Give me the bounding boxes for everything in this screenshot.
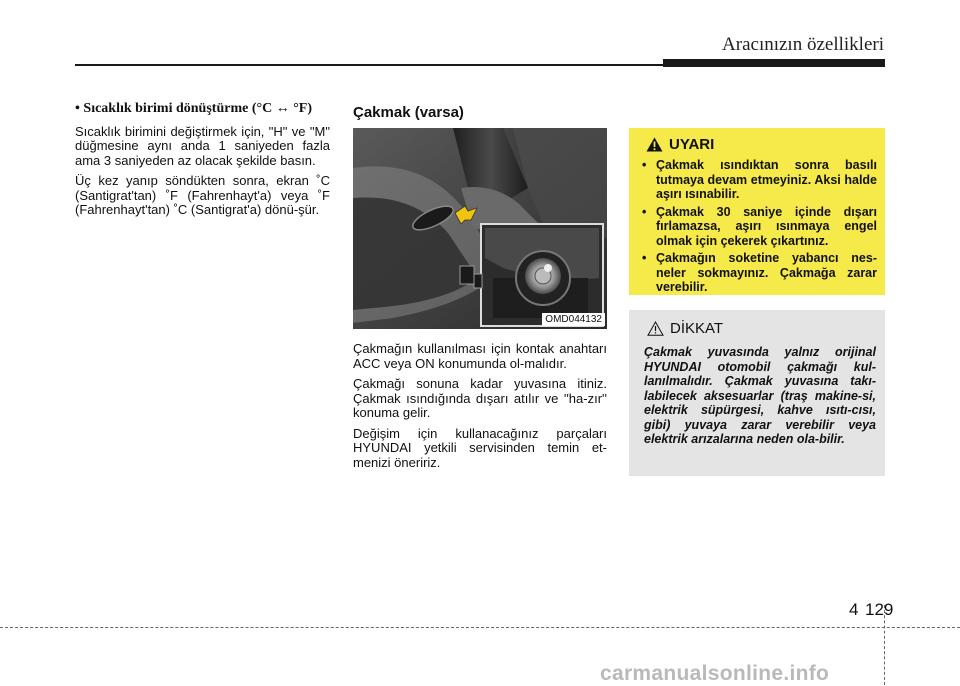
header-rule-accent — [663, 59, 885, 67]
warning-item: • Çakmak ısındıktan sonra basılı tutmaya devam etmeyiniz. Aksi halde aşırı ısınabilir. — [638, 158, 877, 202]
caution-triangle-icon — [647, 321, 664, 336]
caution-title: DİKKAT — [670, 320, 724, 337]
lighter-illustration — [353, 128, 607, 329]
temperature-unit-heading: • Sıcaklık birimi dönüştürme (°C ↔ °F) — [75, 101, 313, 116]
left-column — [75, 102, 330, 224]
page-number: 129 — [865, 600, 894, 619]
chapter-number: 4 — [849, 600, 859, 619]
warning-title: UYARI — [669, 136, 715, 153]
cigarette-lighter-figure — [353, 128, 607, 329]
warning-box — [629, 128, 885, 295]
caution-body: Çakmak yuvasında yalnız orijinal HYUNDAI otomobil çakmağı kul-lanılmalıdır. Çakmak yuvasına takı-labilecek aksesuarlar (traş makine-si, elektrik süpürgesi, kahve ısıtı-cısı, gibi) yuvaya zarar verebilir veya elektrik arızalarına neden ola-bilir. — [644, 345, 876, 446]
paragraph: Üç kez yanıp söndükten sonra, ekran ˚C (Santigrat'tan) ˚F (Fahrenhayt'a) veya ˚F (Fahrenhayt'tan) ˚C (Santigrat'a) dönü-şür. — [75, 173, 330, 217]
warning-header — [646, 136, 877, 153]
paragraph: Çakmağın kullanılması için kontak anahtarı ACC veya ON konumunda ol-malıdır. — [353, 341, 607, 371]
warning-item: • Çakmağın soketine yabancı nes-neler sokmayınız. Çakmağa zarar verebilir. — [638, 251, 877, 295]
caution-box — [629, 310, 885, 476]
paragraph: Sıcaklık birimini değiştirmek için, "H" ve "M" düğmesine aynı anda 1 saniyeden fazla ama 3 saniyeden az olacak şekilde basın. — [75, 123, 330, 168]
warning-item: • Çakmak 30 saniye içinde dışarı fırlamazsa, aşırı ısınmaya engel olmak için çekerek çıkartınız. — [638, 205, 877, 249]
footer-rule — [0, 627, 960, 628]
caution-header — [647, 320, 876, 337]
paragraph: Değişim için kullanacağınız parçaları HYUNDAI yetkili servisinden temin et-menizi öneririz. — [353, 425, 607, 470]
middle-column — [353, 342, 607, 476]
warning-list — [638, 158, 877, 295]
header-rule — [75, 64, 665, 66]
watermark: carmanualsonline.info — [600, 662, 830, 685]
section-title: Çakmak (varsa) — [353, 104, 464, 121]
warning-triangle-icon — [646, 137, 663, 152]
paragraph: Çakmağı sonuna kadar yuvasına itiniz. Çakmak ısındığında dışarı atılır ve ''ha-zır'' konuma gelir. — [353, 376, 607, 420]
header-title: Aracınızın özellikleri — [722, 34, 884, 55]
figure-code: OMD044132 — [542, 313, 605, 326]
